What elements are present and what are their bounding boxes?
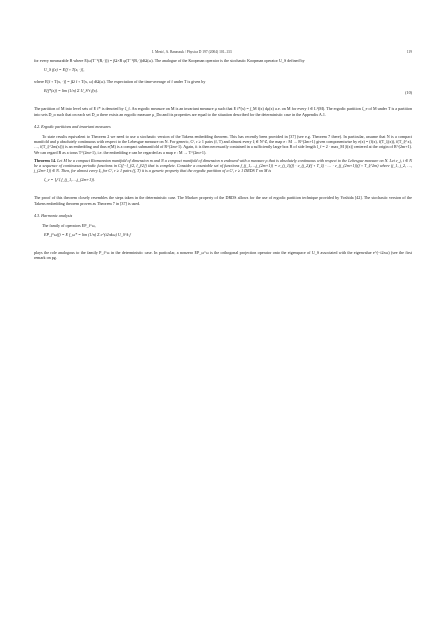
paper-page [34,50,412,264]
equation-harmonic-projection [34,232,412,246]
page-number: 119 [406,50,412,54]
section-heading-4-2: 4.2. Ergodic partitions and invariant measures [34,123,111,129]
theorem-14 [34,158,412,174]
paragraph-1: for every measurable B where E(ω(T⁻¹(B,·))) = ∫Ω×B φ(T⁻¹(B,·))dΩ(ω). The analogue of the Koopman operator is the stochastic Koopman operator U_S defined by [34,58,305,63]
equation-text: U_S f(x) = E[f ∘ T(x, ·)], [44,67,85,73]
paragraph-2: where E[f ∘ T(x, ·)] = ∫Ω f ∘ T(x, ω) dΩ(ω). The expectation of the time-average of f under T is given by [34,79,206,85]
running-head [34,50,412,58]
theorem-text: Let M be a compact Riemannian manifold of dimension m and N a compact manifold of dimension n endowed with a measure ρ that is absolutely continuous with respect to the Lebesgue measure on N. Let e_j, i ∈ N be a sequence of continuous periodic functions in C([−l_f/2, l_f/2]) that is complete. Consider a countable set of functions f_(j_1,…,j_(2m+1)) = e_(j_1)(f) · e_(j_2)(f ∘ T_ξ) · … · e_(j_(2m+1))(f ∘ T_ξ^2m) where (j_1, j_2, …, j_(2m+1)) ∈ N. Then, for almost every ξ, for Cʳ, r ≥ 1 pairs (f, T) it is a generic property that the ergodic partition of a Cʳ, r ≥ 1 DRDS T on M is [34,157,412,174]
equation-text: EP_f^ω(f) = E f_ω* = lim (1/n) Σ e^(i2πkω) U_S^k f [44,232,131,238]
section-heading-4-3: 4.3. Harmonic analysis [34,212,73,218]
equation-text: E(f*(x)) = lim (1/n) Σ U_S^i f(x). [44,88,99,94]
running-head-authors: I. Mezić, A. Banaszuk / Physica D 197 (2004) 101–133 [152,50,232,54]
equation-koopman-operator [34,67,412,75]
paragraph-6: The family of operators EP_f^ω, [42,223,96,229]
paragraph-3: The partition of M into level sets of E f* is denoted by ζ_f. An ergodic measure on M is an invariant measure μ such that E f*(x) = ∫_M f(x) dμ(x) a.e. on M for every f ∈ L¹(M). The ergodic partition ζ_e of M under T is a partition into sets D_α such that on each set D_α there exists an ergodic measure μ_Dα and its properties are equal to the situation described for the deterministic case in the Appendix A.1. [34,106,412,117]
equation-text: ζ_e = ⋁ ζ f_(j_1,…,j_(2m+1)). [44,177,95,183]
equation-ergodic-partition [34,177,412,191]
equation-10 [34,88,412,102]
paragraph-4: To state results equivalent to Theorem 2 we need to use a stochastic version of the Takens embedding theorem. This has recently been provided in [37] (see e.g. Theorem 7 there). In particular, assume that N is a compact manifold and ρ absolutely continuous with respect to the Lebesgue measure on N. For generic, Cʳ, r ≥ 1 pairs (f, T) and almost every ξ ∈ N^Z, the map e : M → R^(2m+1) given componentwise by e(x) = (f(x), f(T_ξ(x)), f(T_ξ² x), …, f(T_ξ^2m(x))) is an embedding and thus e(M) is a compact submanifold of R^(2m+1). Again, it is then necessarily contained in a sufficiently large box B of side length l_f = 2 · max_M |f(x)| centered at the origin of R^(2m+1). We can regard B as a torus T^(2m+1), i.e. the embedding e can be regarded as a map e : M → T^(2m+1). [34,134,412,155]
equation-number: (10) [405,90,412,96]
theorem-label: Theorem 14. [34,157,57,163]
paragraph-7: plays the role analogous to the family P_f^ω in the deterministic case. In particular, a nonzero EP_ω^ω is the orthogonal projection operator onto the eigenspace of U_S associated with the eigenvalue e^(−i2πω) (see the first remark on pg. [34,250,412,261]
paragraph-5: The proof of this theorem closely resembles the steps taken in the deterministic case. The Markov property of the DRDS allows for the use of ergodic partition technique provided by Yoshida [42]. The stochastic version of the Takens embedding theorem proven as Theorem 7 in [37] is used. [34,195,412,206]
